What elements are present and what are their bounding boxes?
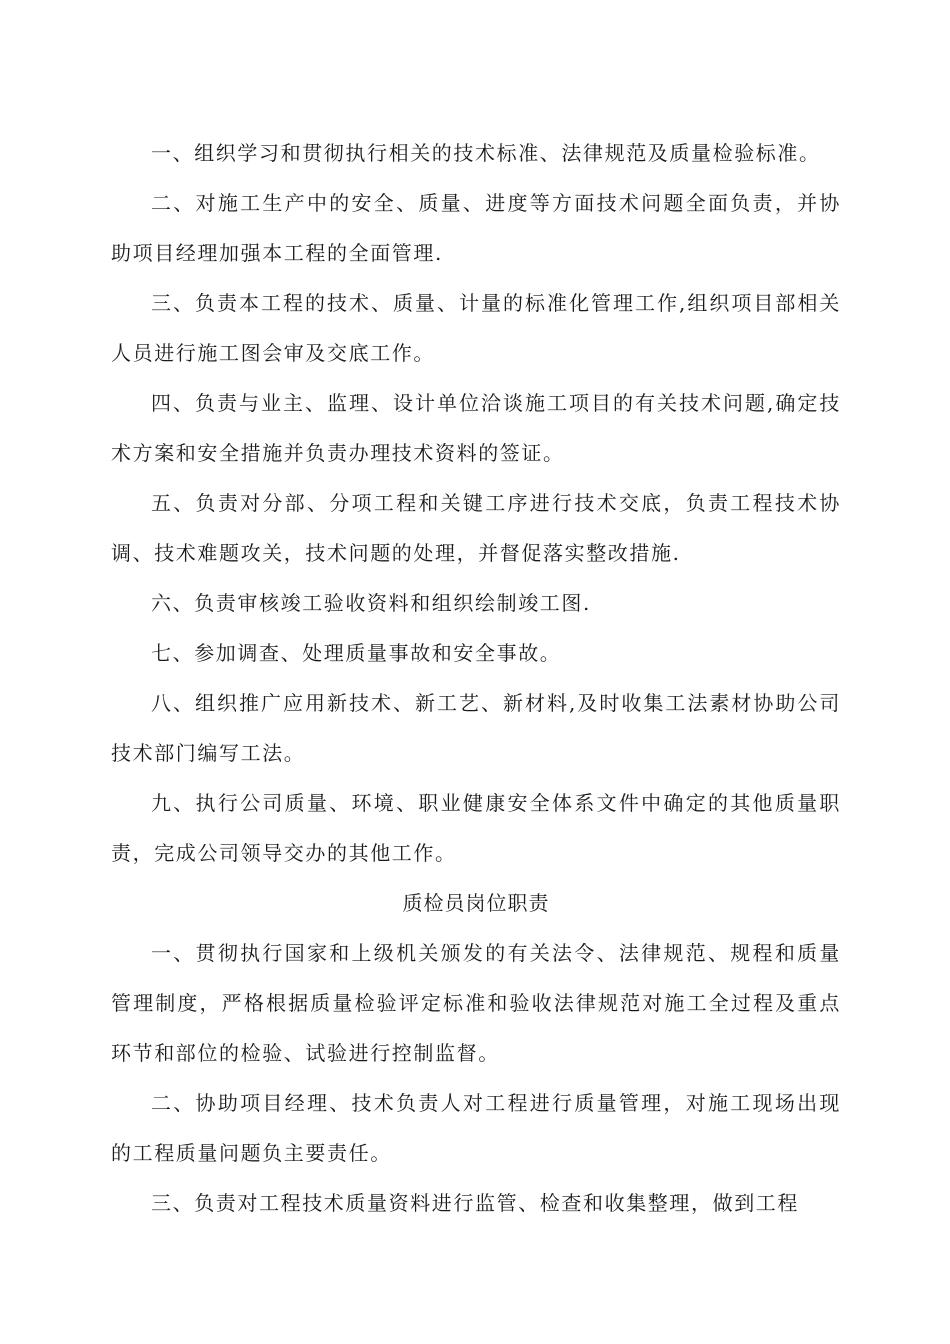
document-page (111, 128, 841, 1228)
section-heading-inspector: 质检员岗位职责 (402, 891, 550, 915)
duty-paragraph-5: 五、负责对分部、分项工程和关键工序进行技术交底，负责工程技术协调、技术难题攻关，技术问题的处理，并督促落实整改措施. (111, 491, 841, 565)
duty-paragraph-2: 二、对施工生产中的安全、质量、进度等方面技术问题全面负责，并协助项目经理加强本工程的全面管理. (111, 191, 841, 265)
duty-paragraph-3: 三、负责本工程的技术、质量、计量的标准化管理工作,组织项目部相关人员进行施工图会审及交底工作。 (111, 291, 841, 365)
inspector-paragraph-2: 二、协助项目经理、技术负责人对工程进行质量管理，对施工现场出现的工程质量问题负主要责任。 (111, 1091, 841, 1165)
inspector-paragraph-1: 一、贯彻执行国家和上级机关颁发的有关法令、法律规范、规程和质量管理制度，严格根据质量检验评定标准和验收法律规范对施工全过程及重点环节和部位的检验、试验进行控制监督。 (111, 941, 841, 1065)
inspector-paragraph-3: 三、负责对工程技术质量资料进行监管、检查和收集整理，做到工程 (151, 1191, 799, 1215)
duty-paragraph-1: 一、组织学习和贯彻执行相关的技术标准、法律规范及质量检验标准。 (151, 141, 821, 165)
duty-paragraph-6: 六、负责审核竣工验收资料和组织绘制竣工图. (151, 591, 591, 615)
duty-paragraph-8: 八、组织推广应用新技术、新工艺、新材料,及时收集工法素材协助公司技术部门编写工法。 (111, 691, 841, 765)
duty-paragraph-7: 七、参加调查、处理质量事故和安全事故。 (151, 641, 562, 665)
duty-paragraph-9: 九、执行公司质量、环境、职业健康安全体系文件中确定的其他质量职责，完成公司领导交办的其他工作。 (111, 791, 841, 865)
duty-paragraph-4: 四、负责与业主、监理、设计单位洽谈施工项目的有关技术问题,确定技术方案和安全措施并负责办理技术资料的签证。 (111, 391, 841, 465)
